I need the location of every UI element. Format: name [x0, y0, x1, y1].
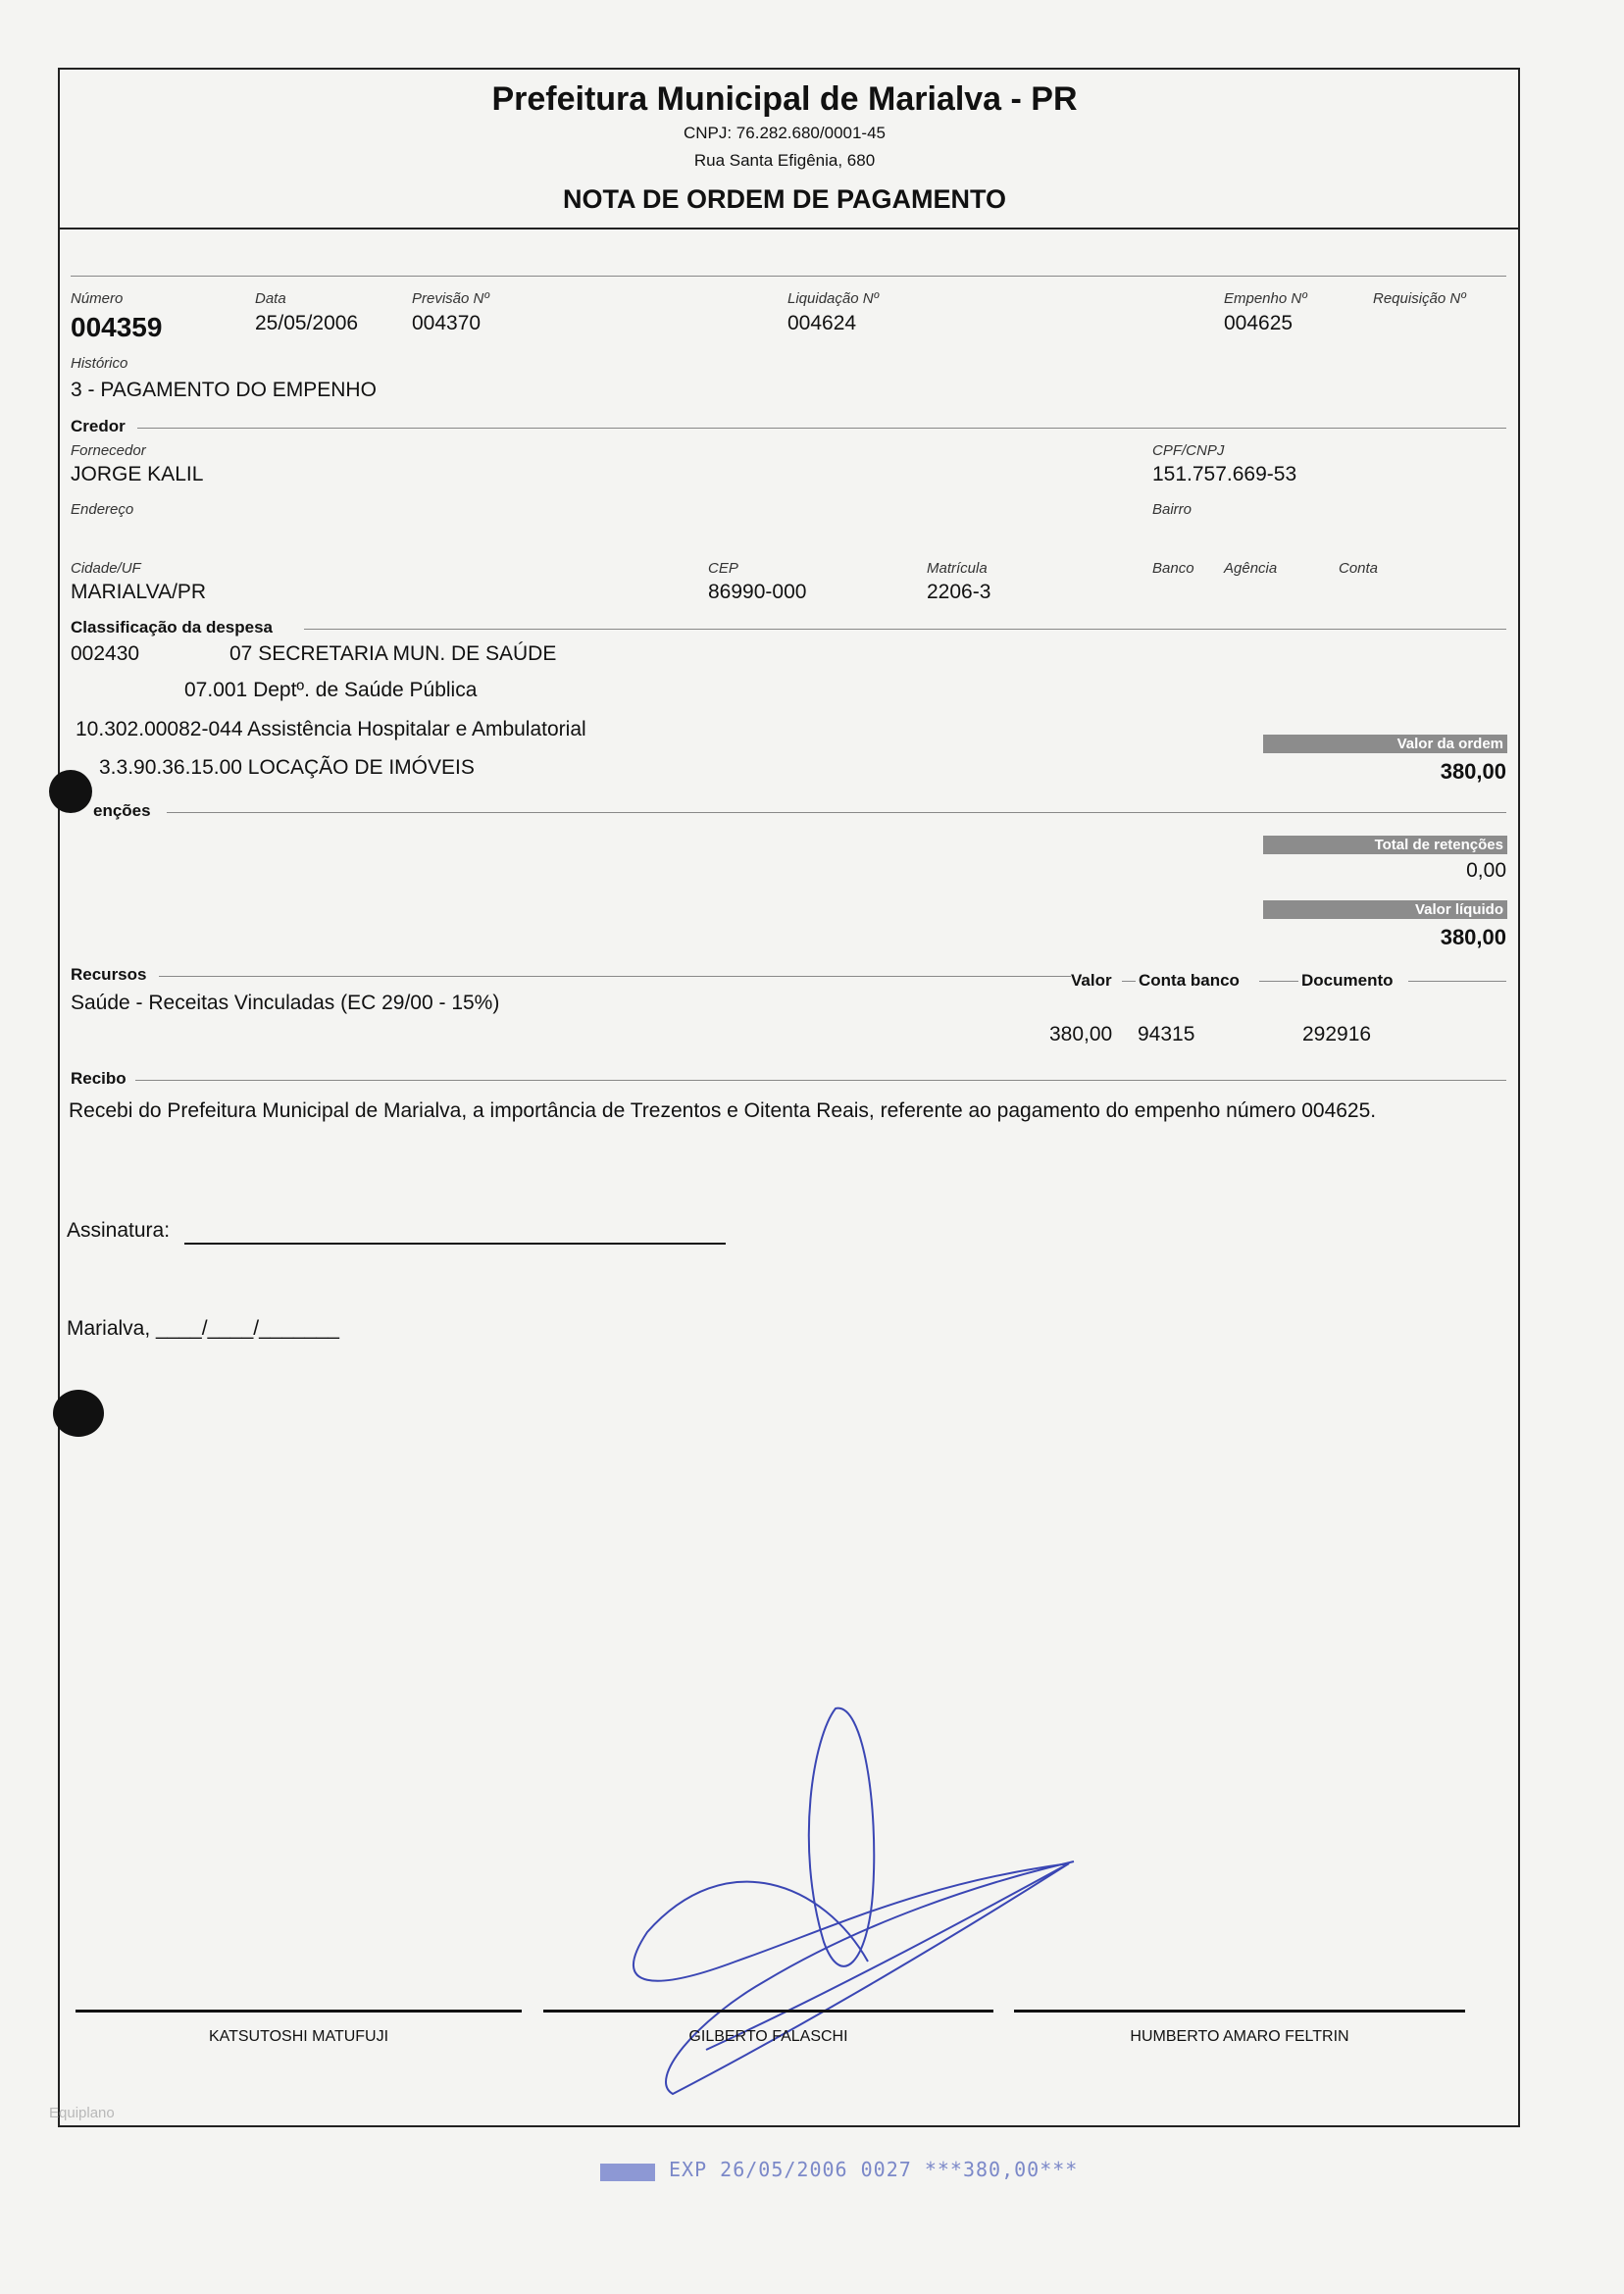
recursos-conta: 94315 — [1138, 1023, 1195, 1045]
retencoes-section-title: enções — [93, 801, 151, 820]
total-retencoes-header: Total de retenções — [1263, 836, 1507, 854]
local-data: Marialva, ____/____/_______ — [67, 1317, 339, 1340]
banco-label: Banco — [1152, 560, 1194, 577]
assinatura-label: Assinatura: — [67, 1219, 171, 1242]
classificacao-secretaria: 07 SECRETARIA MUN. DE SAÚDE — [229, 642, 557, 665]
liquidacao-label: Liquidação Nº — [787, 290, 880, 307]
rule-credor — [137, 428, 1506, 429]
fornecedor-label: Fornecedor — [71, 442, 146, 459]
data-label: Data — [255, 290, 286, 307]
rule-top — [71, 276, 1506, 277]
valor-ordem-header: Valor da ordem — [1263, 735, 1507, 753]
total-retencoes-value: 0,00 — [1466, 859, 1506, 882]
rule-recursos-2 — [1122, 981, 1136, 982]
bank-stamp-text: EXP 26/05/2006 0027 ***380,00*** — [669, 2158, 1079, 2181]
signature-line-2 — [543, 2010, 993, 2013]
software-watermark: Equiplano — [49, 2105, 115, 2121]
data-value: 25/05/2006 — [255, 312, 359, 334]
historico-label: Histórico — [71, 355, 128, 372]
agencia-label: Agência — [1224, 560, 1278, 577]
classificacao-funcional: 10.302.00082-044 Assistência Hospitalar e Ambulatorial — [76, 718, 586, 740]
cep-value: 86990-000 — [708, 581, 807, 603]
recursos-conta-label: Conta banco — [1139, 971, 1240, 990]
previsao-value: 004370 — [412, 312, 482, 334]
rule-recibo — [135, 1080, 1506, 1081]
classificacao-codigo: 002430 — [71, 642, 140, 665]
punch-hole-mark-2 — [53, 1390, 104, 1437]
liquidacao-value: 004624 — [787, 312, 857, 334]
previsao-label: Previsão Nº — [412, 290, 489, 307]
assinatura-line — [184, 1243, 726, 1245]
recursos-descricao: Saúde - Receitas Vinculadas (EC 29/00 - 15%) — [71, 992, 500, 1014]
rule-recursos-3 — [1259, 981, 1298, 982]
header-separator — [58, 228, 1518, 229]
classificacao-elemento: 3.3.90.36.15.00 LOCAÇÃO DE IMÓVEIS — [99, 756, 475, 779]
recibo-section-title: Recibo — [71, 1069, 127, 1088]
recursos-section-title: Recursos — [71, 965, 147, 984]
signatario-1: KATSUTOSHI MATUFUJI — [208, 2028, 389, 2045]
recursos-valor-label: Valor — [1071, 971, 1112, 990]
signature-line-3 — [1014, 2010, 1465, 2013]
valor-liquido-value: 380,00 — [1440, 925, 1506, 949]
cidade-label: Cidade/UF — [71, 560, 141, 577]
signature-line-1 — [76, 2010, 522, 2013]
recibo-text: Recebi do Prefeitura Municipal de Marialva, a importância de Trezentos e Oitenta Reais, referente ao pagamento do empenho número 004625. — [69, 1099, 1377, 1122]
numero-label: Número — [71, 290, 124, 307]
matricula-label: Matrícula — [927, 560, 988, 577]
matricula-value: 2206-3 — [927, 581, 991, 603]
cnpj: CNPJ: 76.282.680/0001-45 — [683, 124, 887, 142]
valor-liquido-header: Valor líquido — [1263, 900, 1507, 919]
document-title: NOTA DE ORDEM DE PAGAMENTO — [562, 184, 1006, 214]
punch-hole-mark — [49, 770, 92, 813]
cidade-value: MARIALVA/PR — [71, 581, 207, 603]
historico-value: 3 - PAGAMENTO DO EMPENHO — [71, 379, 377, 401]
numero-value: 004359 — [71, 312, 163, 342]
conta-label: Conta — [1339, 560, 1379, 577]
endereco-label: Endereço — [71, 501, 134, 518]
fornecedor-value: JORGE KALIL — [71, 463, 204, 485]
signatario-3: HUMBERTO AMARO FELTRIN — [1130, 2028, 1349, 2045]
empenho-value: 004625 — [1224, 312, 1294, 334]
bank-stamp-logo — [600, 2164, 655, 2181]
cpf-value: 151.757.669-53 — [1152, 463, 1297, 485]
recursos-documento-label: Documento — [1301, 971, 1394, 990]
credor-section-title: Credor — [71, 417, 126, 435]
requisicao-label: Requisição Nº — [1373, 290, 1466, 307]
bairro-label: Bairro — [1152, 501, 1193, 518]
valor-ordem-value: 380,00 — [1440, 759, 1506, 784]
classificacao-departamento: 07.001 Deptº. de Saúde Pública — [184, 679, 478, 701]
address: Rua Santa Efigênia, 680 — [693, 151, 876, 170]
classificacao-section-title: Classificação da despesa — [71, 618, 274, 637]
cep-label: CEP — [708, 560, 738, 577]
municipality-title: Prefeitura Municipal de Marialva - PR — [491, 80, 1078, 118]
rule-retencoes — [167, 812, 1506, 813]
recursos-valor: 380,00 — [1049, 1023, 1113, 1045]
signatario-2: GILBERTO FALASCHI — [688, 2028, 848, 2045]
rule-recursos-4 — [1408, 981, 1506, 982]
empenho-label: Empenho Nº — [1224, 290, 1307, 307]
bank-stamp — [600, 2158, 1078, 2181]
rule-recursos — [159, 976, 1071, 977]
cpf-label: CPF/CNPJ — [1152, 442, 1225, 459]
rule-classificacao — [304, 629, 1506, 630]
handwritten-signature — [588, 1697, 1098, 2109]
recursos-documento: 292916 — [1302, 1023, 1372, 1045]
